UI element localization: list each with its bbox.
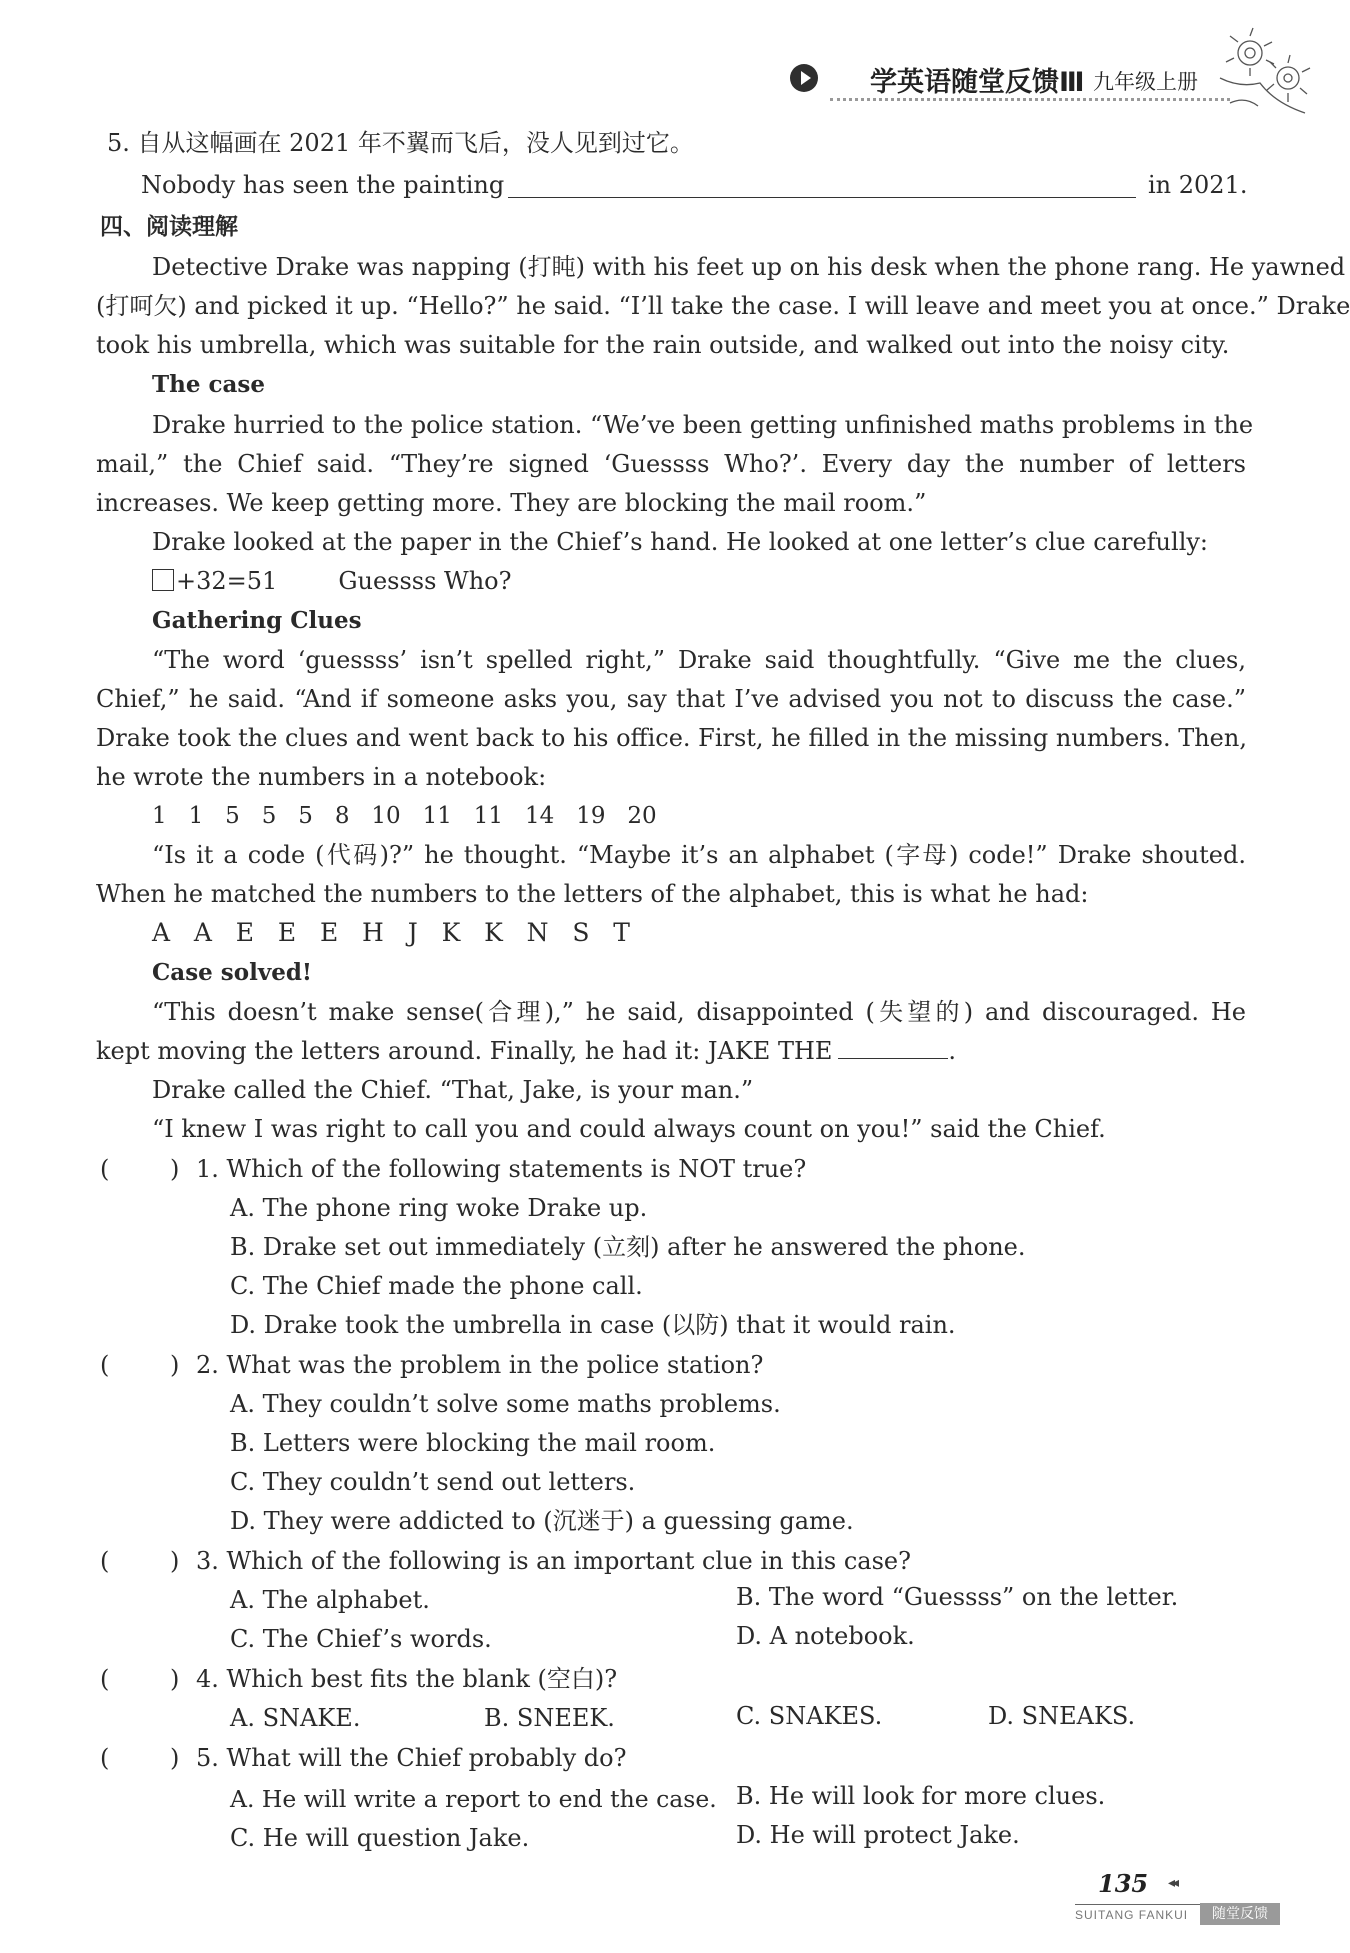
answer-bracket[interactable] <box>100 1350 190 1380</box>
flower-decoration-icon <box>1210 18 1320 128</box>
option: C. The Chief made the phone call. <box>230 1272 643 1300</box>
clue-equation <box>152 566 512 596</box>
passage-line: (打呵欠) and picked it up. “Hello?” he said. “I’ll take the case. I will leave and meet you at once.” Drake <box>96 292 1350 320</box>
empty-box-icon <box>152 569 174 591</box>
header-dotted-rule <box>830 98 1230 101</box>
option: B. The word “Guessss” on the letter. <box>736 1583 1179 1611</box>
passage-line: Drake looked at the paper in the Chief’s hand. He looked at one letter’s clue carefully: <box>152 528 1209 556</box>
bracket-close: ) <box>170 1351 180 1379</box>
option: B. Letters were blocking the mail room. <box>230 1429 716 1457</box>
option: C. SNAKES. <box>736 1702 883 1730</box>
option: C. He will question Jake. <box>230 1824 530 1852</box>
answer-bracket[interactable] <box>100 1546 190 1576</box>
passage-line: he wrote the numbers in a notebook: <box>96 763 547 791</box>
passage-line: Chief,” he said. “And if someone asks you, say that I’ve advised you not to discuss the case.” <box>96 685 1246 713</box>
option: B. Drake set out immediately (立刻) after he answered the phone. <box>230 1233 1026 1261</box>
option: D. SNEAKS. <box>988 1702 1136 1730</box>
passage-period: . <box>948 1037 957 1065</box>
answer-bracket[interactable] <box>100 1664 190 1694</box>
translation-answer-blank[interactable] <box>508 197 1136 198</box>
option: D. Drake took the umbrella in case (以防) that it would rain. <box>230 1311 956 1339</box>
bracket-close: ) <box>170 1665 180 1693</box>
double-arrow-left-icon: ◂◂ <box>1168 1875 1177 1891</box>
footer-pinyin: SUITANG FANKUI <box>1075 1908 1189 1922</box>
bracket-close: ) <box>170 1744 180 1772</box>
question-text: 4. Which best fits the blank (空白)? <box>196 1665 618 1693</box>
option: A. The alphabet. <box>230 1586 430 1614</box>
bracket-close: ) <box>170 1547 180 1575</box>
option: C. The Chief’s words. <box>230 1625 492 1653</box>
section-title: 四、阅读理解 <box>100 214 238 240</box>
bracket-open: ( <box>100 1665 110 1693</box>
bracket-open: ( <box>100 1547 110 1575</box>
bracket-open: ( <box>100 1744 110 1772</box>
clue-text: +32=51 Guessss Who? <box>176 567 512 595</box>
passage-line: When he matched the numbers to the letters of the alphabet, this is what he had: <box>96 880 1089 908</box>
passage-line: Detective Drake was napping (打盹) with his feet up on his desk when the phone rang. He yawned <box>152 253 1346 281</box>
question-text: 1. Which of the following statements is NOT true? <box>196 1155 807 1183</box>
option: D. A notebook. <box>736 1622 915 1650</box>
option: B. SNEEK. <box>484 1704 615 1732</box>
passage-line: “The word ‘guessss’ isn’t spelled right,” Drake said thoughtfully. “Give me the clues, <box>152 646 1246 674</box>
passage-line: kept moving the letters around. Finally, he had it: JAKE THE <box>96 1037 833 1065</box>
option: D. He will protect Jake. <box>736 1821 1020 1849</box>
bracket-close: ) <box>170 1155 180 1183</box>
translation-q5-english-start: Nobody has seen the painting <box>141 171 505 199</box>
passage-line: took his umbrella, which was suitable for the rain outside, and walked out into the noisy city. <box>96 331 1230 359</box>
question-text: 2. What was the problem in the police station? <box>196 1351 764 1379</box>
option: B. He will look for more clues. <box>736 1782 1106 1810</box>
bracket-open: ( <box>100 1155 110 1183</box>
play-icon <box>790 64 818 92</box>
subheading-case-solved: Case solved! <box>152 959 313 986</box>
question-text: 5. What will the Chief probably do? <box>196 1744 627 1772</box>
translation-q5-english-end: in 2021. <box>1148 171 1248 199</box>
code-answer-blank[interactable] <box>838 1036 948 1059</box>
passage-line: “Is it a code (代码)?” he thought. “Maybe it’s an alphabet (字母) code!” Drake shouted. <box>152 841 1246 869</box>
option: D. They were addicted to (沉迷于) a guessing game. <box>230 1507 854 1535</box>
translation-q5-chinese: 5. 自从这幅画在 2021 年不翼而飞后，没人见到过它。 <box>107 129 694 157</box>
passage-line-with-blank <box>96 1036 956 1066</box>
option: A. SNAKE. <box>230 1704 361 1732</box>
footer-badge: 随堂反馈 <box>1200 1903 1280 1925</box>
passage-line: mail,” the Chief said. “They’re signed ‘Guessss Who?’. Every day the number of letters <box>96 450 1246 478</box>
letter-sequence: A A E E E H J K K N S T <box>152 918 630 947</box>
option: C. They couldn’t send out letters. <box>230 1468 636 1496</box>
passage-line: Drake hurried to the police station. “We’ve been getting unfinished maths problems in the <box>152 411 1254 439</box>
bracket-open: ( <box>100 1351 110 1379</box>
option: A. They couldn’t solve some maths problems. <box>230 1390 781 1418</box>
passage-line: “This doesn’t make sense(合理),” he said, disappointed (失望的) and discouraged. He <box>152 998 1246 1026</box>
passage-line: Drake took the clues and went back to his office. First, he filled in the missing numbers. Then, <box>96 724 1247 752</box>
grade-label: 九年级上册 <box>1093 70 1198 94</box>
passage-line: increases. We keep getting more. They are blocking the mail room.” <box>96 489 927 517</box>
option: A. The phone ring woke Drake up. <box>230 1194 648 1222</box>
passage-line: Drake called the Chief. “That, Jake, is your man.” <box>152 1076 754 1104</box>
subheading-the-case: The case <box>152 371 265 398</box>
page-number: 135 <box>1098 1869 1149 1898</box>
question-text: 3. Which of the following is an important clue in this case? <box>196 1547 911 1575</box>
answer-bracket[interactable] <box>100 1743 190 1773</box>
page-header <box>790 52 1260 112</box>
answer-bracket[interactable] <box>100 1154 190 1184</box>
subheading-gathering-clues: Gathering Clues <box>152 607 362 634</box>
book-title: 学英语随堂反馈Ⅲ <box>870 67 1085 98</box>
number-sequence: 1 1 5 5 5 8 10 11 11 14 19 20 <box>152 803 657 829</box>
passage-line: “I knew I was right to call you and could always count on you!” said the Chief. <box>152 1115 1106 1143</box>
option: A. He will write a report to end the case. <box>230 1785 717 1813</box>
